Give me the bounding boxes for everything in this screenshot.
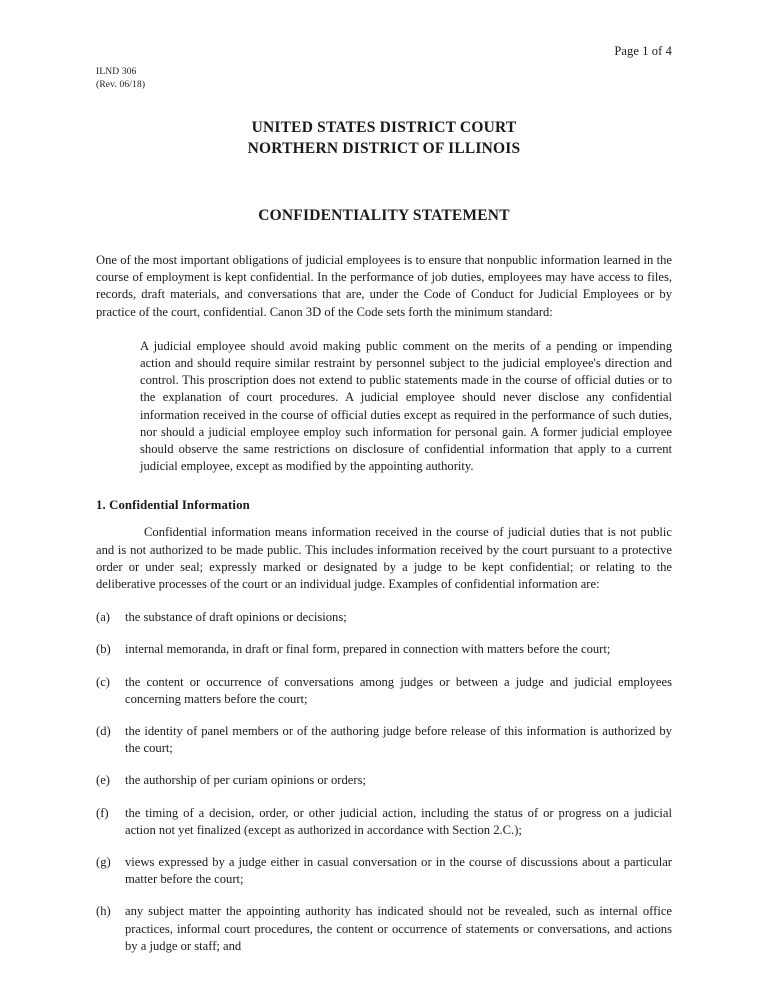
list-item-marker: (e) — [96, 773, 110, 788]
document-body — [96, 252, 672, 955]
list-item-marker: (a) — [96, 610, 110, 625]
form-code-label: ILND 306 — [96, 67, 137, 77]
list-item-marker: (d) — [96, 724, 111, 739]
section-1-heading: 1. Confidential Information — [96, 498, 250, 513]
list-item — [96, 641, 672, 658]
list-item-text: the authorship of per curiam opinions or orders; — [125, 773, 366, 788]
list-item-marker: (h) — [96, 904, 111, 919]
confidential-information-list — [96, 609, 672, 955]
list-item — [96, 772, 672, 789]
court-heading — [96, 117, 672, 159]
list-item-text: the timing of a decision, order, or other judicial action, including the status of or progress on a judicial action not yet finalized (except as authorized in accordance with Section 2.C.); — [125, 805, 672, 837]
list-item — [96, 674, 672, 708]
list-item-marker: (c) — [96, 674, 110, 689]
list-item-text: any subject matter the appointing authority has indicated should not be revealed, such as internal office practices, informal court procedures, the content or occurrence of statements or conversations, and actions by a judge or staff; and — [125, 904, 672, 953]
list-item — [96, 903, 672, 955]
form-identifier-block — [96, 66, 145, 92]
list-item-marker: (f) — [96, 805, 109, 820]
list-item — [96, 723, 672, 757]
list-item-text: internal memoranda, in draft or final form, prepared in connection with matters before the court; — [125, 642, 611, 657]
section-1-paragraph: Confidential information means information received in the course of judicial duties that is not public and is not authorized to be made public. This includes information received by the court pursuant to a protective order or under seal; expressly marked or designated by a judge to be kept confidential; or relating to the deliberative processes of the court or an individual judge. Examples of confidential information are: — [96, 525, 672, 592]
list-item-text: the substance of draft opinions or decisions; — [125, 610, 347, 625]
list-item-marker: (g) — [96, 855, 111, 870]
court-heading-line-1: UNITED STATES DISTRICT COURT — [251, 119, 517, 136]
list-item — [96, 609, 672, 626]
quoted-canon-block: A judicial employee should avoid making public comment on the merits of a pending or impending action and should require similar restraint by personnel subject to the judicial employee's direction and control. This proscription does not extend to public statements made in the course of official duties or to the explanation of court procedures. A judicial employee should never disclose any confidential information received in the course of official duties except as required in the performance of such duties, nor should a judicial employee employ such information for personal gain. A former judicial employee should observe the same restrictions on disclosure of confidential information that apply to a current judicial employee, except as modified by the appointing authority. — [140, 338, 672, 474]
intro-paragraph: One of the most important obligations of judicial employees is to ensure that nonpublic information learned in the course of employment is kept confidential. In the performance of job duties, employees may have access to files, records, draft materials, and conversations that are, under the Code of Conduct for Judicial Employees or by practice of the court, confidential. Canon 3D of the Code sets forth the minimum standard: — [96, 253, 672, 319]
list-item-marker: (b) — [96, 642, 111, 657]
list-item-text: the identity of panel members or of the authoring judge before release of this information is authorized by the court; — [125, 724, 672, 756]
form-revision-label: (Rev. 06/18) — [96, 80, 146, 90]
list-item-text: views expressed by a judge either in casual conversation or in the course of discussions about a particular matter before the court; — [125, 855, 672, 887]
page-number-label: Page 1 of 4 — [614, 44, 672, 58]
list-item-text: the content or occurrence of conversations among judges or between a judge and judicial employees concerning matters before the court; — [125, 674, 672, 706]
list-item — [96, 854, 672, 888]
list-item — [96, 805, 672, 839]
document-title: CONFIDENTIALITY STATEMENT — [258, 207, 510, 224]
court-heading-line-2: NORTHERN DISTRICT OF ILLINOIS — [247, 140, 521, 157]
